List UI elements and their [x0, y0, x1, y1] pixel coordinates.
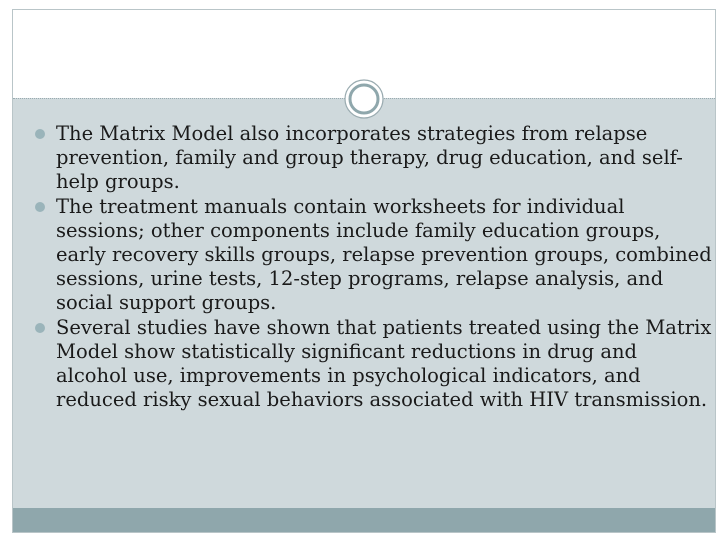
- bullet-dot-icon: [35, 323, 45, 333]
- bullet-dot-icon: [35, 129, 45, 139]
- bullet-text: The Matrix Model also incorporates strategies from relapse prevention, family and group therapy, drug education, and self-help groups.: [56, 122, 683, 193]
- bullet-list: [33, 122, 713, 413]
- bullet-item: [33, 122, 713, 194]
- footer-bar: [13, 508, 715, 532]
- bullet-text: Several studies have shown that patients treated using the Matrix Model show statistically significant reductions in drug and alcohol use, improvements in psychological indicators, and reduced risky sexual behaviors associated with HIV transmission.: [56, 316, 712, 411]
- bullet-text: The treatment manuals contain worksheets for individual sessions; other components include family education groups, early recovery skills groups, relapse prevention groups, combined sessions, urine tests, 12-step programs, relapse analysis, and social support groups.: [56, 195, 712, 314]
- slide-frame: [12, 9, 716, 533]
- bullet-dot-icon: [35, 202, 45, 212]
- bullet-item: [33, 195, 713, 315]
- circle-ornament-icon: [344, 79, 384, 119]
- bullet-item: [33, 316, 713, 412]
